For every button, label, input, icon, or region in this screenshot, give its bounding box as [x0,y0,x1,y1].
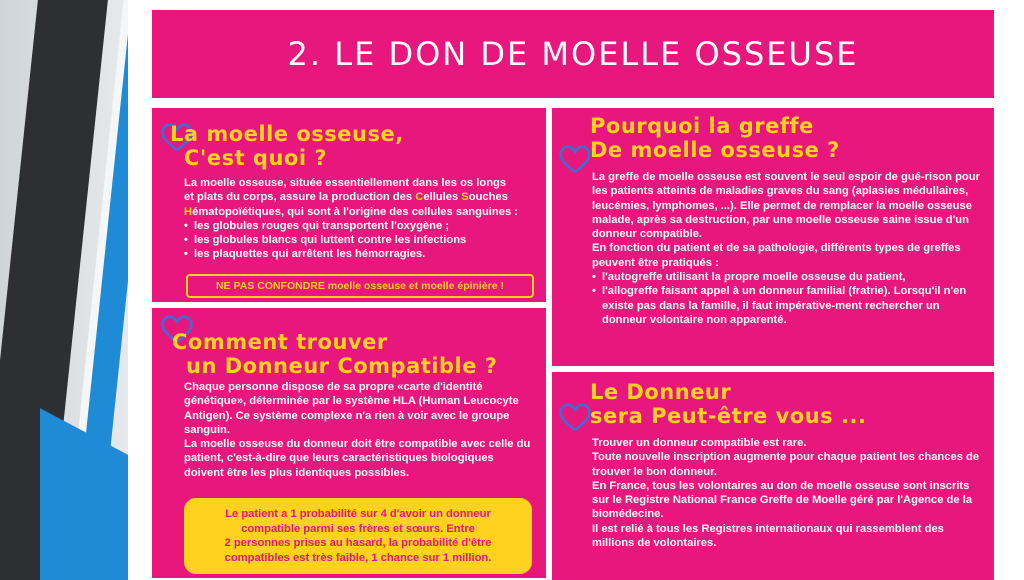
section-body: La moelle osseuse, située essentiellement dans les os longs et plats du corps, assure la production des Cellules Souches Hématopoïétiques, qui sont à l'origine des cellules sanguines : • les globules rouges qui transportent l'oxygène ; • les globules blancs qui luttent contre les infections • les plaquettes qui arrêtent les hémorragies. [184,176,536,262]
section-body: La greffe de moelle osseuse est souvent le seul espoir de gué-rison pour les patients atteints de maladies graves du sang (aplasies médullaires, leucémies, lymphomes, ...). Elle permet de remplacer la moelle osseuse malade, après sa destruction, par une moelle osseuse saine issue d'un donneur compatible. En fonction du patient et de sa pathologie, différents types de greffes peuvent être pratiqués : • l'autogreffe utilisant la propre moelle osseuse du patient, • l'allogreffe faisant appel à un donneur familial (fratrie). Lorsqu'il n'en existe pas dans la famille, il faut impérative-ment rechercher un donneur volontaire non apparenté. [592,170,982,327]
section-why-transplant [552,108,994,366]
section-be-a-donor [552,372,994,580]
section-find-compatible-donor [152,308,546,578]
list-item: • l'autogreffe utilisant la propre moelle osseuse du patient, [592,270,982,284]
page-title: 2. LE DON DE MOELLE OSSEUSE [287,35,859,73]
section-what-is-bone-marrow [152,108,546,302]
transplant-types-list [592,270,982,327]
section-heading: Pourquoi la greffe De moelle osseuse ? [590,114,840,162]
list-item: • l'allogreffe faisant appel à un donneur familial (fratrie). Lorsqu'il n'en existe pas dans la famille, il faut impérative-ment rechercher un donneur volontaire non apparenté. [592,284,982,327]
section-heading: Le Donneur sera Peut-être vous ... [590,380,867,428]
cell-types-list [184,219,536,262]
section-body: Trouver un donneur compatible est rare. Toute nouvelle inscription augmente pour chaque patient les chances de trouver le bon donneur. En France, tous les volontaires au don de moelle osseuse sont inscrits sur le Registre National France Greffe de Moelle géré par l'Agence de la biomédecine. Il est relié à tous les Registres internationaux qui rassemblent des millions de volontaires. [592,437,980,550]
list-item: • les plaquettes qui arrêtent les hémorragies. [184,247,536,261]
title-banner [152,10,994,98]
list-item: • les globules blancs qui luttent contre les infections [184,233,536,247]
list-item: • les globules rouges qui transportent l'oxygène ; [184,219,536,233]
decorative-stripes [0,0,140,580]
heart-icon [558,144,592,174]
probability-callout: Le patient a 1 probabilité sur 4 d'avoir un donneur compatible parmi ses frères et sœurs. Entre 2 personnes prises au hasard, la probabilité d'être compatibles est très faible, 1 chance sur 1 million. [184,498,532,574]
section-heading: Comment trouver un Donneur Compatible ? [172,330,498,378]
warning-notice: NE PAS CONFONDRE moelle osseuse et moelle épinière ! [186,274,534,298]
heart-icon [558,402,592,432]
section-body: Chaque personne dispose de sa propre «carte d'identité génétique», déterminée par le système HLA (Human Leucocyte Antigen). Ce système complexe n'a rien à voir avec le groupe sanguin. La moelle osseuse du donneur doit être compatible avec celle du patient, c'est-à-dire que leurs caractéristiques biologiques doivent être les plus identiques possibles. [184,381,531,479]
section-heading: La moelle osseuse, C'est quoi ? [170,122,404,170]
